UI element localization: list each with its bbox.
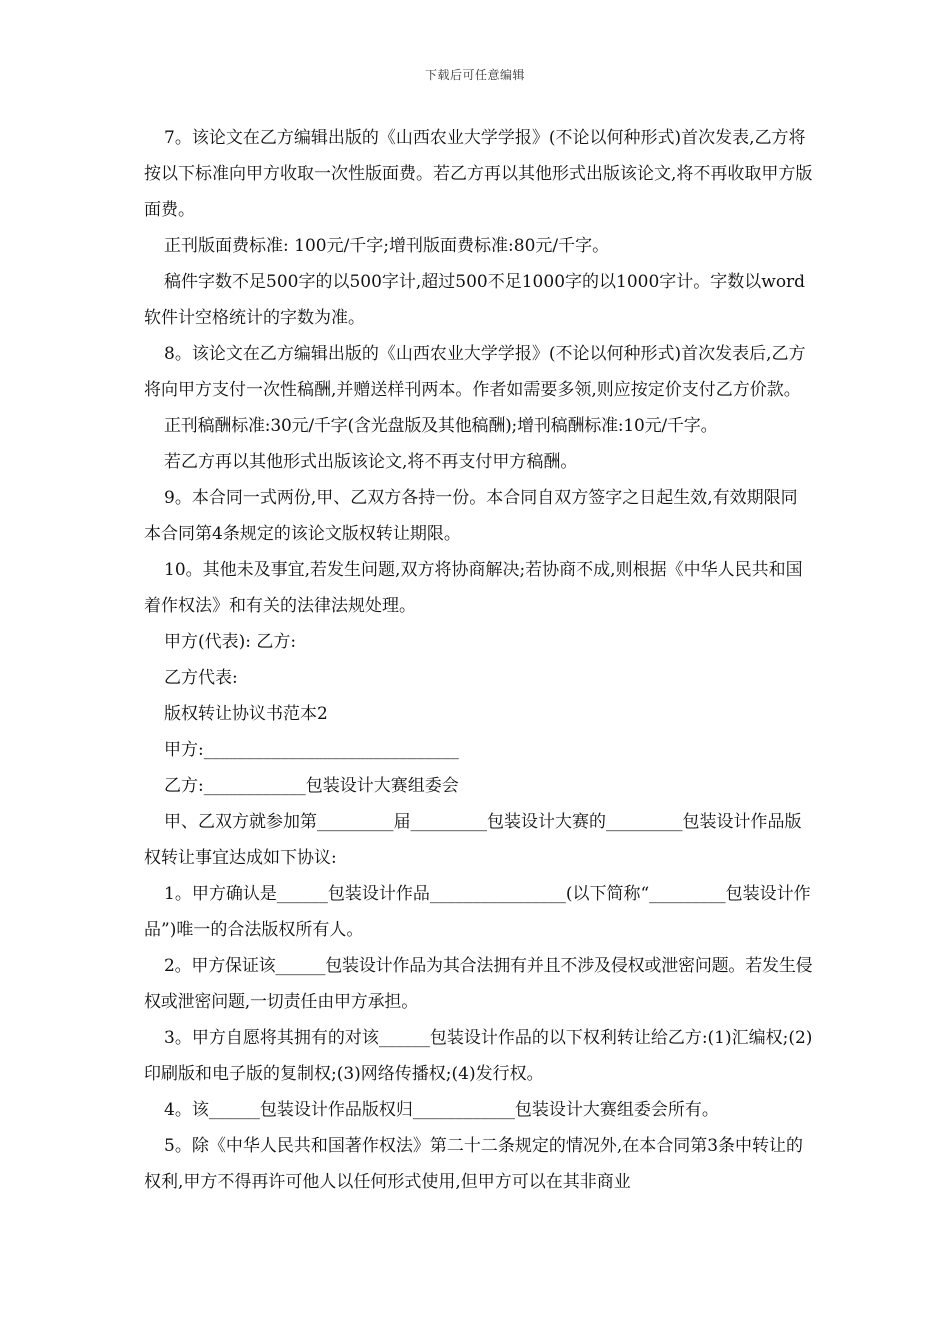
clause-2: 2。甲方保证该______包装设计作品为其合法拥有并且不涉及侵权或泄密问题。若发生侵权或泄密问题,一切责任由甲方承担。: [144, 956, 813, 1012]
party-a-field: 甲方:______________________________: [164, 740, 459, 760]
no-royalty-note: 若乙方再以其他形式出版该论文,将不再支付甲方稿酬。: [164, 452, 578, 472]
clause-10: 10。其他未及事宜,若发生问题,双方将协商解决;若协商不成,则根据《中华人民共和国着作权法》和有关的法律法规处理。: [144, 560, 803, 616]
clause-7: 7。该论文在乙方编辑出版的《山西农业大学学报》(不论以何种形式)首次发表,乙方将按以下标准向甲方收取一次性版面费。若乙方再以其他形式出版该论文,将不再收取甲方版面费。: [144, 128, 813, 220]
party-b-representative: 乙方代表:: [164, 668, 238, 688]
page-header: 下载后可任意编辑: [424, 68, 525, 82]
word-count-rule: 稿件字数不足500字的以500字计,超过500不足1000字的以1000字计。字数以word软件计空格统计的字数为准。: [144, 272, 806, 328]
agreement-intro: 甲、乙双方就参加第_________届_________包装设计大赛的_________包装设计作品版权转让事宜达成如下协议:: [144, 812, 802, 868]
clause-4: 4。该______包装设计作品版权归____________包装设计大赛组委会所有。: [164, 1100, 719, 1120]
clause-9: 9。本合同一式两份,甲、乙双方各持一份。本合同自双方签字之日起生效,有效期限同本合同第4条规定的该论文版权转让期限。: [144, 488, 798, 544]
clause-8: 8。该论文在乙方编辑出版的《山西农业大学学报》(不论以何种形式)首次发表后,乙方将向甲方支付一次性稿酬,并赠送样刊两本。作者如需要多领,则应按定价支付乙方价款。: [144, 344, 806, 400]
clause-5: 5。除《中华人民共和国著作权法》第二十二条规定的情况外,在本合同第3条中转让的权利,甲方不得再许可他人以任何形式使用,但甲方可以在其非商业: [144, 1136, 804, 1192]
party-signature-line: 甲方(代表): 乙方:: [164, 632, 297, 652]
clause-1: 1。甲方确认是______包装设计作品________________(以下简称“_________包装设计作品”)唯一的合法版权所有人。: [144, 884, 811, 940]
template-title: 版权转让协议书范本2: [164, 704, 328, 724]
regular-fee-standard: 正刊版面费标准: 100元/千字;增刊版面费标准:80元/千字。: [164, 236, 610, 256]
clause-3: 3。甲方自愿将其拥有的对该______包装设计作品的以下权利转让给乙方:(1)汇编权;(2)印刷版和电子版的复制权;(3)网络传播权;(4)发行权。: [144, 1028, 813, 1084]
party-b-field: 乙方:____________包装设计大赛组委会: [164, 776, 459, 796]
document-body: [144, 120, 814, 1200]
royalty-standard: 正刊稿酬标准:30元/千字(含光盘版及其他稿酬);增刊稿酬标准:10元/千字。: [164, 416, 718, 436]
